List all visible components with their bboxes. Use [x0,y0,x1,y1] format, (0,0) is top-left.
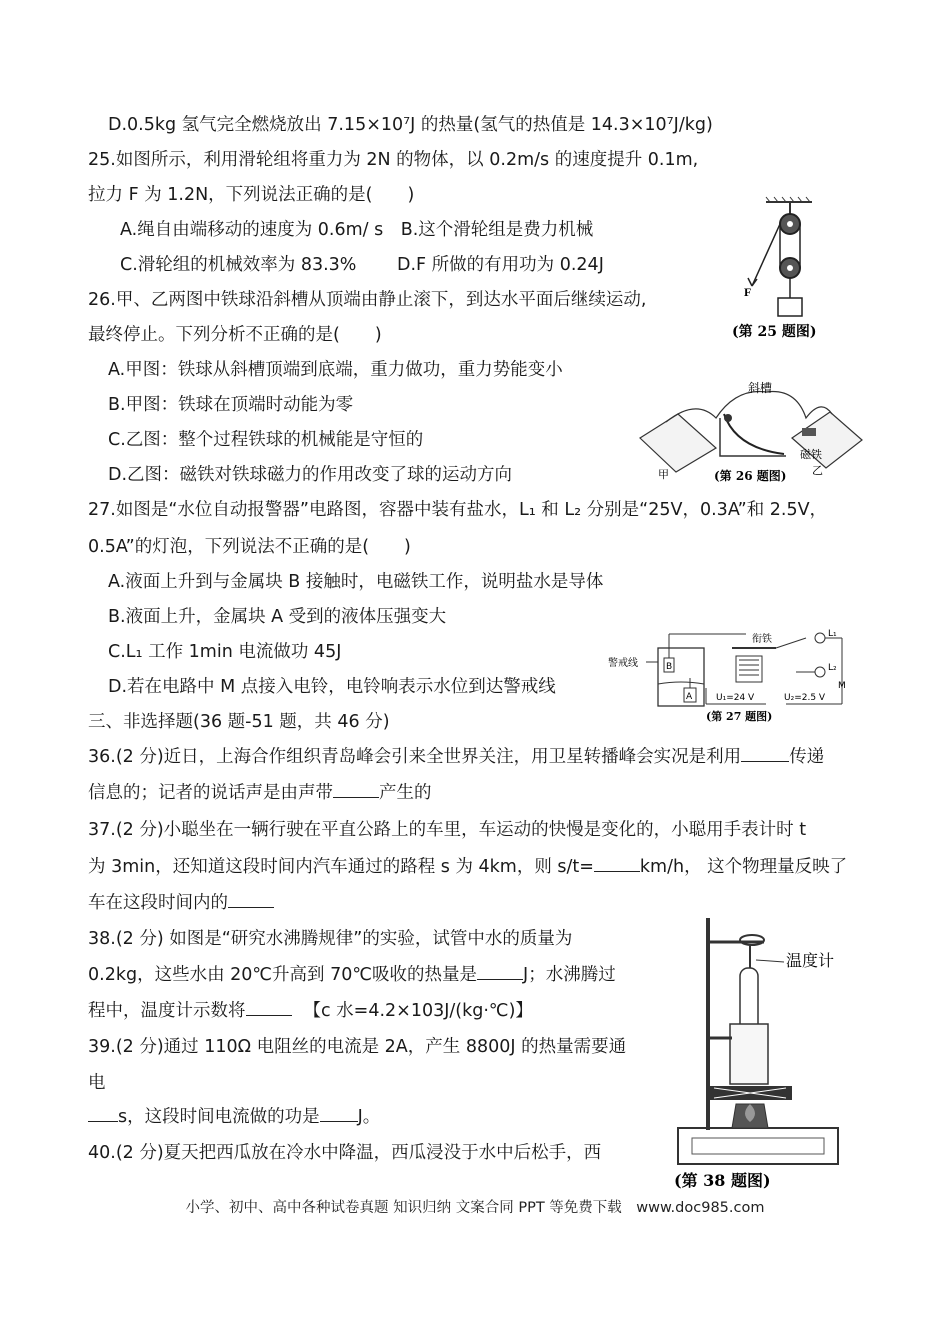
block-b-label: B [666,662,673,672]
boiling-experiment-figure [668,908,868,1192]
q39-line-1: 39.(2 分)通过 110Ω 电阻丝的电流是 2A，产生 8800J 的热量需要通 [88,1037,627,1057]
figure-caption: (第 25 题图) [732,324,817,340]
pulley-figure [730,196,840,344]
q27-option-d: D.若在电路中 M 点接入电铃，电铃响表示水位到达警戒线 [108,677,556,697]
q25-options-ab: A.绳自由端移动的速度为 0.6m/ s B.这个滑轮组是费力机械 [120,220,594,240]
q25-stem-2: 拉力 F 为 1.2N，下列说法正确的是( ) [88,185,415,205]
q26-option-a: A.甲图：铁球从斜槽顶端到底端，重力做功，重力势能变小 [108,360,563,380]
q25-options-cd: C.滑轮组的机械效率为 83.3% D.F 所做的有用功为 0.24J [120,255,604,275]
q37-line-2: 为 3min，还知道这段时间内汽车通过的路程 s 为 4km，则 s/t= km/h， 这个物理量反映了 [88,857,848,877]
q38-line-2: 0.2kg，这些水由 20℃升高到 70℃吸收的热量是 J；水沸腾过 [88,965,616,985]
lamp-l2-label: L₂ [828,663,837,673]
q40-line-1: 40.(2 分)夏天把西瓜放在冷水中降温，西瓜浸没于水中后松手，西 [88,1143,602,1163]
chute-label: 斜槽 [748,381,773,395]
figure-caption: (第 27 题图) [706,710,773,723]
figure-caption: (第 38 题图) [674,1171,771,1190]
figure-jia-label: 甲 [658,468,669,481]
q38-line-3: 程中，温度计示数将 【c 水=4.2×103J/(kg·℃)】 [88,1001,533,1021]
q36-line-1: 36.(2 分)近日，上海合作组织青岛峰会引来全世界关注，用卫星转播峰会实况是利用 传递 [88,747,825,767]
figure-caption: (第 26 题图) [714,469,787,482]
answer-blank[interactable] [594,855,640,872]
point-m-label: M [838,681,846,691]
q39-line-2: 电 [88,1073,106,1093]
q26-stem: 26.甲、乙两图中铁球沿斜槽从顶端由静止滚下，到达水平面后继续运动, [88,290,647,310]
answer-blank[interactable] [477,963,523,980]
water-alarm-circuit-figure [606,628,854,724]
answer-blank[interactable] [88,1105,118,1122]
q25-stem: 25.如图所示，利用滑轮组将重力为 2N 的物体，以 0.2m/s 的速度提升 0.1m, [88,150,699,170]
q24-option-d: D.0.5kg 氢气完全燃烧放出 7.15×10⁷J 的热量(氢气的热值是 14.3×10⁷J/kg) [108,115,713,135]
thermometer-label: 温度计 [786,951,835,970]
figure-yi-label: 乙 [812,464,823,477]
q27-option-b: B.液面上升，金属块 A 受到的液体压强变大 [108,607,447,627]
q39-line-3: s，这段时间电流做的功是 J。 [88,1105,380,1129]
q26-option-d: D.乙图：磁铁对铁球磁力的作用改变了球的运动方向 [108,465,513,485]
q27-option-a: A.液面上升到与金属块 B 接触时，电磁铁工作，说明盐水是导体 [108,572,604,592]
chute-figure [636,378,864,482]
answer-blank[interactable] [228,891,274,908]
armature-label: 衔铁 [752,634,772,645]
answer-blank[interactable] [246,999,292,1016]
block-a-label: A [686,692,693,702]
page-footer: 小学、初中、高中各种试卷真题 知识归纳 文案合同 PPT 等免费下载 www.doc985.com [185,1200,765,1216]
q38-line-1: 38.(2 分) 如图是“研究水沸腾规律”的实验，试管中水的质量为 [88,929,573,949]
warning-line-label: 警戒线 [608,658,638,669]
q36-line-2: 信息的；记者的说话声是由声带 产生的 [88,783,432,803]
section-3-heading: 三、非选择题(36 题-51 题，共 46 分) [88,712,390,732]
q27-option-c: C.L₁ 工作 1min 电流做功 45J [108,642,342,662]
voltage-u2-label: U₂=2.5 V [784,693,826,703]
q27-stem: 27.如图是“水位自动报警器”电路图，容器中装有盐水，L₁ 和 L₂ 分别是“25V，0.3A”和 2.5V， [88,500,828,520]
q37-line-3: 车在这段时间内的 [88,891,274,915]
q37-line-1: 37.(2 分)小聪坐在一辆行驶在平直公路上的车里，车运动的快慢是变化的，小聪用手表计时 t [88,820,807,840]
answer-blank[interactable] [333,781,379,798]
answer-blank[interactable] [741,745,789,762]
force-label: F [744,285,752,299]
q26-option-c: C.乙图：整个过程铁球的机械能是守恒的 [108,430,424,450]
lamp-l1-label: L₁ [828,629,837,639]
voltage-u1-label: U₁=24 V [716,693,755,703]
q26-stem-2: 最终停止。下列分析不正确的是( ) [88,325,382,345]
q26-option-b: B.甲图：铁球在顶端时动能为零 [108,395,354,415]
magnet-label: 磁铁 [800,448,822,461]
answer-blank[interactable] [320,1105,358,1122]
q27-stem-2: 0.5A”的灯泡，下列说法不正确的是( ) [88,537,411,557]
